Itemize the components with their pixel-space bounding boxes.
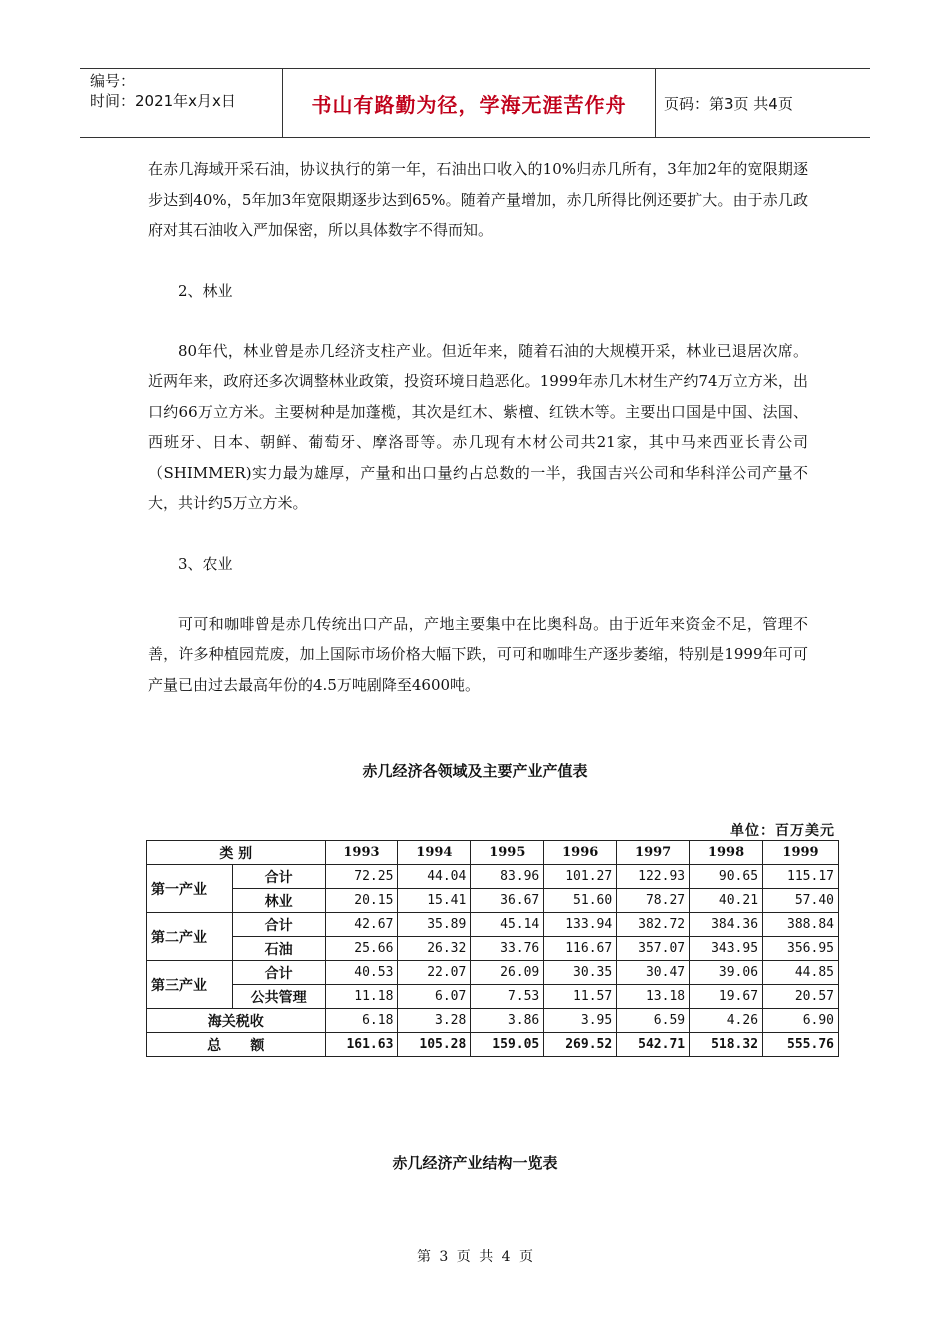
value-cell: 3.28 xyxy=(398,1009,471,1033)
year-header-cell: 1993 xyxy=(325,841,398,865)
number-label: 编号： xyxy=(90,72,136,90)
value-cell: 78.27 xyxy=(617,889,690,913)
year-header-cell: 1998 xyxy=(690,841,763,865)
value-cell: 388.84 xyxy=(763,913,839,937)
document-body xyxy=(148,154,808,700)
value-cell: 26.32 xyxy=(398,937,471,961)
year-header-cell: 1999 xyxy=(763,841,839,865)
table-row xyxy=(147,961,839,985)
sub-category-cell: 合计 xyxy=(232,913,325,937)
sub-category-cell: 石油 xyxy=(232,937,325,961)
year-header-cell: 1994 xyxy=(398,841,471,865)
value-cell: 384.36 xyxy=(690,913,763,937)
sector-group-cell: 第一产业 xyxy=(147,865,233,913)
paragraph-agriculture: 可可和咖啡曾是赤几传统出口产品，产地主要集中在比奥科岛。由于近年来资金不足，管理不善，许多种植园荒废，加上国际市场价格大幅下跌，可可和咖啡生产逐步萎缩，特别是1999年可可产量已由过去最高年份的4.5万吨剧降至4600吨。 xyxy=(148,614,808,694)
header-page-label: 页码：第3页 共4页 xyxy=(664,94,793,113)
value-cell: 3.95 xyxy=(544,1009,617,1033)
customs-label-cell: 海关税收 xyxy=(147,1009,326,1033)
sub-category-cell: 林业 xyxy=(232,889,325,913)
value-cell: 51.60 xyxy=(544,889,617,913)
total-value-cell: 161.63 xyxy=(325,1033,398,1057)
paragraph-oil: 在赤几海域开采石油，协议执行的第一年，石油出口收入的10%归赤几所有，3年加2年的宽限期逐步达到40%，5年加3年宽限期逐步达到65%。随着产量增加，赤几所得比例还要扩大。由于赤几政府对其石油收入严加保密，所以具体数字不得而知。 xyxy=(148,160,808,239)
total-value-cell: 542.71 xyxy=(617,1033,690,1057)
value-cell: 357.07 xyxy=(617,937,690,961)
table-row xyxy=(147,937,839,961)
value-cell: 382.72 xyxy=(617,913,690,937)
total-label-cell: 总 额 xyxy=(147,1033,326,1057)
value-cell: 25.66 xyxy=(325,937,398,961)
value-cell: 116.67 xyxy=(544,937,617,961)
date-label: 时间：2021年x月x日 xyxy=(90,92,236,110)
value-cell: 20.15 xyxy=(325,889,398,913)
year-header-cell: 1995 xyxy=(471,841,544,865)
table-row-customs xyxy=(147,1009,839,1033)
total-value-cell: 518.32 xyxy=(690,1033,763,1057)
total-value-cell: 105.28 xyxy=(398,1033,471,1057)
value-cell: 72.25 xyxy=(325,865,398,889)
value-cell: 20.57 xyxy=(763,985,839,1009)
value-cell: 40.21 xyxy=(690,889,763,913)
table-title: 赤几经济各领域及主要产业产值表 xyxy=(362,762,588,780)
value-cell: 22.07 xyxy=(398,961,471,985)
total-value-cell: 159.05 xyxy=(471,1033,544,1057)
value-cell: 6.90 xyxy=(763,1009,839,1033)
value-cell: 115.17 xyxy=(763,865,839,889)
value-cell: 44.04 xyxy=(398,865,471,889)
value-cell: 6.07 xyxy=(398,985,471,1009)
value-cell: 33.76 xyxy=(471,937,544,961)
value-cell: 6.18 xyxy=(325,1009,398,1033)
value-cell: 15.41 xyxy=(398,889,471,913)
value-cell: 6.59 xyxy=(617,1009,690,1033)
table-row xyxy=(147,985,839,1009)
value-cell: 40.53 xyxy=(325,961,398,985)
value-cell: 11.18 xyxy=(325,985,398,1009)
year-header-cell: 1996 xyxy=(544,841,617,865)
paragraph-forestry: 80年代，林业曾是赤几经济支柱产业。但近年来，随着石油的大规模开采，林业已退居次席。近两年来，政府还多次调整林业政策，投资环境日趋恶化。1999年赤几木材生产约74万立方米，出口约66万立方米。主要树种是加蓬榄，其次是红木、紫檀、红铁木等。主要出口国是中国、法国、西班牙、日本、朝鲜、葡萄牙、摩洛哥等。赤几现有木材公司共21家，其中马来西亚长青公司（SHIMMER)实力最为雄厚，产量和出口量约占总数的一半，我国吉兴公司和华科洋公司产量不大，共计约5万立方米。 xyxy=(148,341,808,512)
value-cell: 101.27 xyxy=(544,865,617,889)
value-cell: 30.35 xyxy=(544,961,617,985)
header-category-cell: 类 别 xyxy=(147,841,326,865)
table-row xyxy=(147,865,839,889)
value-cell: 30.47 xyxy=(617,961,690,985)
sub-category-cell: 合计 xyxy=(232,865,325,889)
header-motto: 书山有路勤为径，学海无涯苦作舟 xyxy=(282,69,656,137)
value-cell: 90.65 xyxy=(690,865,763,889)
value-cell: 35.89 xyxy=(398,913,471,937)
total-value-cell: 555.76 xyxy=(763,1033,839,1057)
value-cell: 7.53 xyxy=(471,985,544,1009)
header-meta xyxy=(80,69,282,137)
output-value-table xyxy=(146,840,839,1057)
value-cell: 19.67 xyxy=(690,985,763,1009)
table-header-row xyxy=(147,841,839,865)
table2-title: 赤几经济产业结构一览表 xyxy=(392,1154,558,1172)
value-cell: 36.67 xyxy=(471,889,544,913)
value-cell: 83.96 xyxy=(471,865,544,889)
section-heading-forestry: 2、林业 xyxy=(178,281,233,300)
table-row xyxy=(147,889,839,913)
value-cell: 343.95 xyxy=(690,937,763,961)
value-cell: 3.86 xyxy=(471,1009,544,1033)
section-heading-agriculture: 3、农业 xyxy=(178,554,233,573)
sub-category-cell: 合计 xyxy=(232,961,325,985)
value-cell: 26.09 xyxy=(471,961,544,985)
page-header xyxy=(80,68,870,138)
value-cell: 44.85 xyxy=(763,961,839,985)
sector-group-cell: 第三产业 xyxy=(147,961,233,1009)
value-cell: 57.40 xyxy=(763,889,839,913)
total-value-cell: 269.52 xyxy=(544,1033,617,1057)
value-cell: 11.57 xyxy=(544,985,617,1009)
value-cell: 122.93 xyxy=(617,865,690,889)
sub-category-cell: 公共管理 xyxy=(232,985,325,1009)
page-footer: 第 3 页 共 4 页 xyxy=(416,1249,534,1265)
value-cell: 39.06 xyxy=(690,961,763,985)
table-unit: 单位：百万美元 xyxy=(730,823,835,839)
value-cell: 133.94 xyxy=(544,913,617,937)
table-row xyxy=(147,913,839,937)
value-cell: 13.18 xyxy=(617,985,690,1009)
year-header-cell: 1997 xyxy=(617,841,690,865)
value-cell: 4.26 xyxy=(690,1009,763,1033)
table-row-total xyxy=(147,1033,839,1057)
value-cell: 45.14 xyxy=(471,913,544,937)
value-cell: 356.95 xyxy=(763,937,839,961)
value-cell: 42.67 xyxy=(325,913,398,937)
sector-group-cell: 第二产业 xyxy=(147,913,233,961)
